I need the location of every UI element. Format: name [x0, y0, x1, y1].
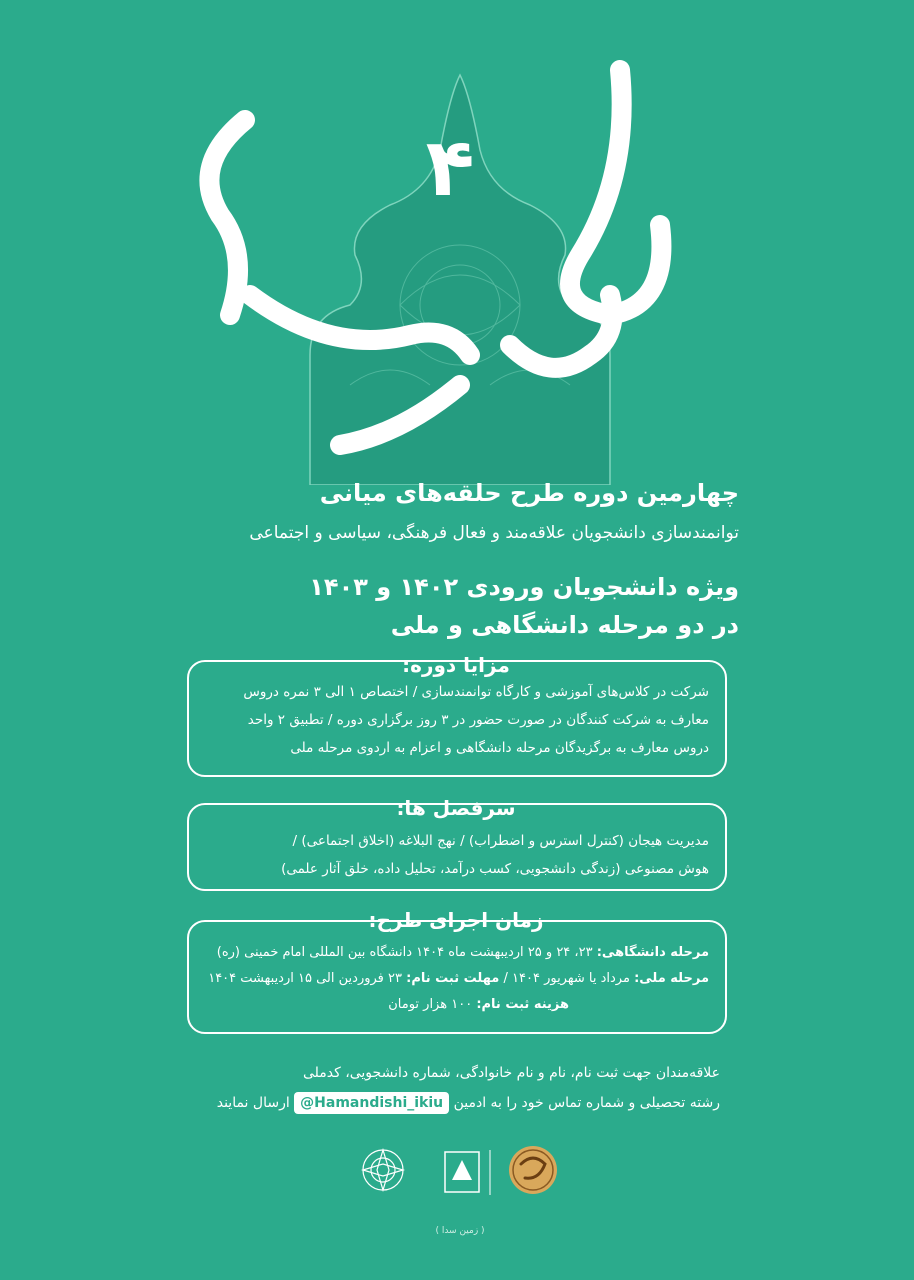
target-line-2: در دو مرحله دانشگاهی و ملی: [390, 611, 739, 639]
topic-item: هوش مصنوعی (زندگی دانشجویی، کسب درآمد، تحلیل داده، خلق آثار علمی): [281, 861, 709, 877]
target-line-1: ویژه دانشجویان ورودی ۱۴۰۲ و ۱۴۰۳: [309, 573, 739, 601]
footer-note: ( زمین سدا ): [435, 1226, 485, 1236]
university-emblem-icon: [445, 1150, 490, 1195]
footer-logos: [355, 1140, 565, 1210]
benefits-title: مزایا دوره:: [402, 653, 510, 677]
topic-item: مدیریت هیجان (کنترل استرس و اضطراب) / نهج البلاغه (اخلاق اجتماعی) /: [292, 833, 709, 849]
topics-title: سرفصل ها:: [396, 796, 516, 820]
subline: توانمندسازی دانشجویان علاقه‌مند و فعال فرهنگی، سیاسی و اجتماعی: [249, 523, 739, 543]
headline: چهارمین دوره طرح حلقه‌های میانی: [319, 479, 739, 507]
badge-logo-icon: [509, 1146, 557, 1194]
registration-cta: [190, 1058, 720, 1118]
cta-line-2-start: رشته تحصیلی و شماره تماس خود را به ادمین: [453, 1095, 720, 1111]
cta-line-1: علاقه‌مندان جهت ثبت نام، نام و نام خانوادگی، شماره دانشجویی، کدملی: [302, 1065, 720, 1081]
schedule-fee: [205, 992, 709, 1018]
schedule-deadline-label: مهلت ثبت نام:: [406, 971, 500, 986]
schedule-national: [205, 966, 709, 992]
admin-handle[interactable]: @Hamandishi_ikiu: [294, 1092, 449, 1114]
schedule-title: زمان اجرای طرح:: [368, 908, 544, 932]
schedule-national-label: مرحله ملی:: [634, 971, 709, 986]
schedule-deadline-text: ۲۳ فروردین الی ۱۵ اردیبهشت ۱۴۰۴: [208, 971, 402, 986]
cta-line-2: [190, 1088, 720, 1118]
schedule-university-text: ۲۳، ۲۴ و ۲۵ اردیبهشت ماه ۱۴۰۴ دانشگاه بین المللی امام خمینی (ره): [216, 945, 593, 960]
hero-logo: [150, 55, 770, 485]
schedule-university: [205, 940, 709, 966]
hero-number: ۴: [425, 121, 475, 214]
benefit-item: معارف به شرکت کنندگان در صورت حضور در ۳ روز برگزاری دوره / تطبیق ۲ واحد: [247, 712, 709, 728]
benefit-item: دروس معارف به برگزیدگان مرحله دانشگاهی و اعزام به اردوی مرحله ملی: [290, 740, 709, 756]
benefit-item: شرکت در کلاس‌های آموزشی و کارگاه توانمندسازی / اختصاص ۱ الی ۳ نمره دروس: [243, 684, 709, 700]
schedule-fee-text: ۱۰۰ هزار تومان: [388, 997, 473, 1012]
cta-line-2-end: ارسال نمایند: [216, 1095, 290, 1111]
schedule-university-label: مرحله دانشگاهی:: [596, 945, 709, 960]
schedule-fee-label: هزینه ثبت نام:: [476, 997, 569, 1012]
topics-box: [187, 803, 727, 891]
target-audience: [139, 568, 739, 644]
schedule-box: [187, 920, 727, 1034]
benefits-box: [187, 660, 727, 777]
rosette-logo-icon: [363, 1150, 403, 1190]
schedule-national-text: مرداد یا شهریور ۱۴۰۴ /: [503, 971, 630, 986]
